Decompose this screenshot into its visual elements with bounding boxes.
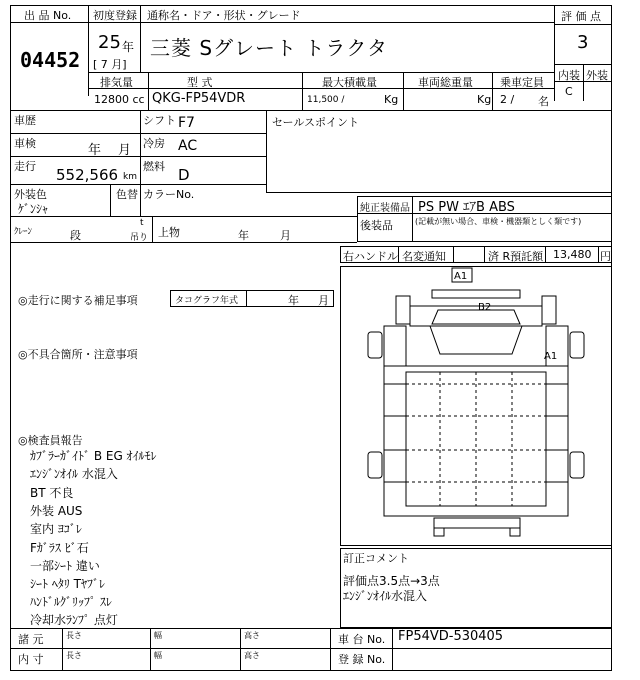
inspector-line: ｼｰﾄ ﾍﾀﾘ Tﾔﾌﾞﾚ xyxy=(30,577,105,591)
fuel: D xyxy=(178,166,190,184)
score: 3 xyxy=(577,32,589,53)
damage-mark: A1 xyxy=(454,271,468,282)
equipment-label: 純正装備品 xyxy=(360,203,410,214)
windshield xyxy=(432,310,520,324)
height-label: 高さ xyxy=(244,631,260,640)
inspector-line: 外装 AUS xyxy=(30,504,83,518)
recycle-label: 済 R預託額 xyxy=(488,250,544,263)
chassis-no-label: 車 台 No. xyxy=(338,633,386,646)
inspector-line: 室内 ﾖｺﾞﾚ xyxy=(30,522,82,536)
capacity-unit: 名 xyxy=(538,95,549,108)
exterior-label: 外装 xyxy=(586,69,608,82)
inspection-month-unit: 月 xyxy=(118,143,132,158)
displacement: 12800 cc xyxy=(94,93,145,106)
ac-label: 冷房 xyxy=(143,137,165,150)
name-change-label: 名変通知 xyxy=(402,250,446,263)
damage-mark: B2 xyxy=(478,302,492,313)
rear-plate xyxy=(434,518,520,528)
score-label: 評 価 点 xyxy=(561,10,601,23)
wheel xyxy=(368,452,382,478)
inspection-year-unit: 年 xyxy=(88,143,102,158)
recycle-unit: 円 xyxy=(600,250,611,263)
inspector-report-label: ◎検査員報告 xyxy=(18,434,83,447)
chassis-right xyxy=(546,366,568,516)
capacity: 2 / xyxy=(500,93,515,106)
vehicle-name: 三菱 Sグレート トラクタ xyxy=(150,36,389,60)
inspector-line: ｶﾌﾞﾗｰｶﾞｲﾄﾞ B EG ｵｲﾙﾓﾚ xyxy=(30,449,157,463)
width-label: 幅 xyxy=(154,651,162,660)
specs-label: 諸 元 xyxy=(18,633,44,646)
ext-color-label: 外装色 xyxy=(14,188,47,201)
aftermarket-label: 後装品 xyxy=(360,219,393,232)
inspector-line: ｴﾝｼﾞﾝｵｲﾙ 水混入 xyxy=(30,467,118,481)
history-label: 車歴 xyxy=(14,114,36,127)
recycle-amount: 13,480 xyxy=(553,248,592,261)
color-no-label: カラーNo. xyxy=(143,188,195,201)
inspector-line: 冷却水ﾗﾝﾌﾟ 点灯 xyxy=(30,613,118,627)
cab-front xyxy=(430,326,522,354)
height-label: 高さ xyxy=(244,651,260,660)
first-reg-year-unit: 年 xyxy=(122,40,135,54)
interior-label: 内装 xyxy=(558,69,580,82)
upper-month-unit: 月 xyxy=(280,229,291,242)
first-reg-label: 初度登録 xyxy=(93,9,137,22)
crane-lift-label: 吊り xyxy=(130,233,149,243)
gross-weight-label: 車両総重量 xyxy=(418,76,473,89)
max-load: 11,500 / xyxy=(307,95,345,105)
crane-ton-unit: t xyxy=(140,218,144,228)
gross-weight-unit: Kg xyxy=(477,93,492,106)
length-label: 長さ xyxy=(66,651,82,660)
max-load-label: 最大積載量 xyxy=(322,76,377,89)
length-label: 長さ xyxy=(66,631,82,640)
upper-label: 上物 xyxy=(158,226,180,239)
model: QKG-FP54VDR xyxy=(152,91,246,106)
running-notes-label: ◎走行に関する補足事項 xyxy=(18,294,138,307)
inspector-line: Fｶﾞﾗｽ ﾋﾞ石 xyxy=(30,541,89,555)
chassis-no: FP54VD-530405 xyxy=(398,629,504,644)
lot-no-label: 出 品 No. xyxy=(24,9,72,22)
inspection-label: 車検 xyxy=(14,137,36,150)
tacho-month-unit: 月 xyxy=(318,294,329,307)
crane-label: ｸﾚｰﾝ xyxy=(14,227,33,237)
tacho-year-unit: 年 xyxy=(288,294,299,307)
mileage-label: 走行 xyxy=(14,160,36,173)
comment-line: ｴﾝｼﾞﾝｵｲﾙ水混入 xyxy=(343,589,428,603)
chassis-left xyxy=(384,366,406,516)
width-label: 幅 xyxy=(154,631,162,640)
ext-color: ｹﾞﾝｼｬ xyxy=(18,202,49,216)
cab-upper xyxy=(410,306,542,326)
mileage: 552,566 xyxy=(56,166,119,184)
ac: AC xyxy=(178,138,198,154)
fuel-label: 燃料 xyxy=(143,160,165,173)
shift: F7 xyxy=(178,115,195,131)
inspector-line: BT 不良 xyxy=(30,486,74,500)
max-load-unit: Kg xyxy=(384,93,399,106)
comment-line: 評価点3.5点→3点 xyxy=(343,574,440,588)
shift-label: シフト xyxy=(143,114,176,127)
first-reg-year: 25 xyxy=(98,32,121,53)
rear-tabs xyxy=(434,528,520,536)
capacity-label: 乗車定員 xyxy=(500,76,544,89)
interior-dims-label: 内 寸 xyxy=(18,653,44,666)
sales-point-label: セールスポイント xyxy=(272,116,360,129)
registration-no-label: 登 録 No. xyxy=(338,653,386,666)
interior-score: C xyxy=(565,85,573,98)
equipment: PS PW ｴｱB ABS xyxy=(418,200,515,215)
defect-notes-label: ◎不具合箇所・注意事項 xyxy=(18,348,138,361)
upper-year-unit: 年 xyxy=(238,229,249,242)
vehicle-diagram xyxy=(340,266,612,546)
first-reg-month: [ 7 月] xyxy=(93,58,127,71)
tacho-label: タコグラフ年式 xyxy=(175,296,239,306)
displacement-label: 排気量 xyxy=(100,76,133,89)
wheel xyxy=(368,332,382,358)
cab-roof xyxy=(432,290,520,298)
vehicle-name-label: 通称名・ドア・形状・グレード xyxy=(147,9,301,22)
color-change-label: 色替 xyxy=(116,188,138,201)
right-hand-drive: 右ハンドル xyxy=(343,250,398,263)
wheel xyxy=(570,332,584,358)
damage-mark: A1 xyxy=(544,351,558,362)
mileage-unit: km xyxy=(123,172,137,182)
comment-label: 訂正コメント xyxy=(343,552,409,565)
inspector-line: ﾊﾝﾄﾞﾙｸﾞﾘｯﾌﾟ ｽﾚ xyxy=(30,595,112,609)
lot-no: 04452 xyxy=(20,48,81,72)
door-left xyxy=(384,326,406,366)
inspector-line: 一部ｼｰﾄ 違い xyxy=(30,559,100,573)
model-label: 型 式 xyxy=(187,76,213,89)
dashed-guide xyxy=(440,372,512,506)
crane-step-unit: 段 xyxy=(70,229,81,242)
aftermarket-note: (記載が無い場合、車検・機器類としく類です) xyxy=(415,217,582,226)
wheel xyxy=(570,452,584,478)
